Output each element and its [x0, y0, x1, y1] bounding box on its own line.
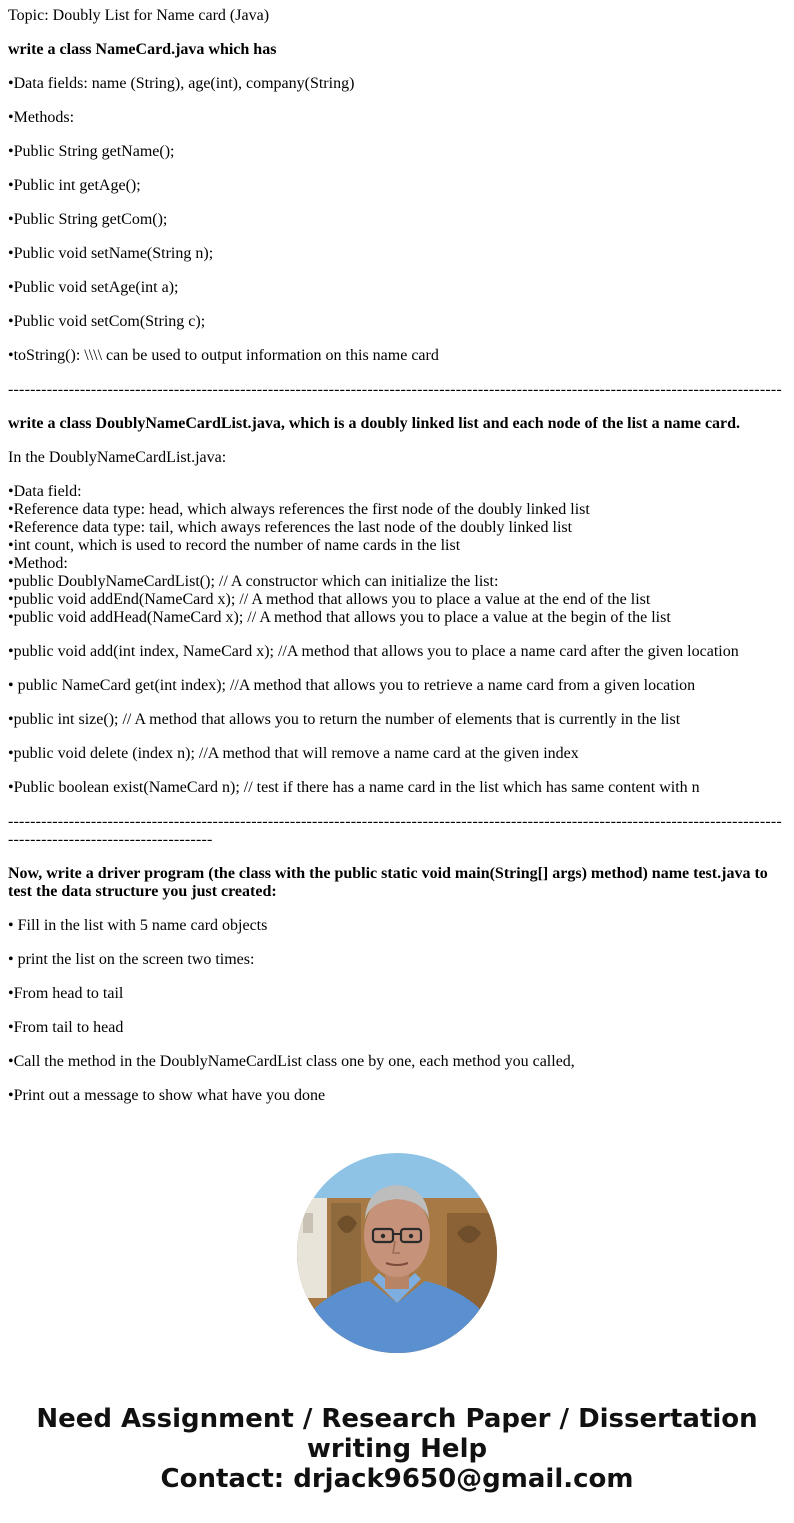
contact-banner	[0, 1404, 794, 1494]
driver-item: •Call the method in the DoublyNameCardList class one by one, each method you called,	[8, 1053, 575, 1070]
doubly-heading: write a class DoublyNameCardList.java, which is a doubly linked list and each node of the list a name card.	[8, 415, 741, 432]
namecard-item: •Public String getName();	[8, 143, 175, 160]
doubly-block-line: •int count, which is used to record the number of name cards in the list	[8, 537, 461, 554]
person-portrait-icon	[297, 1153, 497, 1353]
driver-item: •From tail to head	[8, 1019, 124, 1036]
separator-line: --------------------------------------------------------------------------------------------------------------------------------------------	[8, 381, 782, 398]
doubly-field-block	[8, 483, 786, 627]
driver-item: • Fill in the list with 5 name card objects	[8, 917, 268, 934]
doubly-block-line: •Reference data type: tail, which aways references the last node of the doubly linked list	[8, 519, 573, 536]
doubly-block-line: •public void addEnd(NameCard x); // A method that allows you to place a value at the end of the list	[8, 591, 651, 608]
namecard-item: •Public String getCom();	[8, 211, 168, 228]
namecard-item: •toString(): \\\\ can be used to output information on this name card	[8, 347, 439, 364]
namecard-heading: write a class NameCard.java which has	[8, 41, 277, 58]
namecard-item: •Public void setAge(int a);	[8, 279, 179, 296]
banner-headline: Need Assignment / Research Paper / Dissertation writing Help	[36, 1404, 758, 1464]
namecard-item: •Methods:	[8, 109, 75, 126]
document-body	[8, 7, 786, 1121]
driver-item: • print the list on the screen two times:	[8, 951, 255, 968]
topic-line: Topic: Doubly List for Name card (Java)	[8, 7, 270, 24]
doubly-method-item: •public int size(); // A method that allows you to return the number of elements that is currently in the list	[8, 711, 681, 728]
doubly-method-item: •public void delete (index n); //A method that will remove a name card at the given index	[8, 745, 579, 762]
separator-line-long: ---------------------------------------------------------------------------------------------------------------------------------------------------------------------------------	[8, 813, 782, 848]
namecard-item: •Public void setCom(String c);	[8, 313, 206, 330]
namecard-item: •Public int getAge();	[8, 177, 141, 194]
driver-item: •Print out a message to show what have you done	[8, 1087, 326, 1104]
namecard-item: •Public void setName(String n);	[8, 245, 214, 262]
doubly-block-line: •Data field:	[8, 483, 82, 500]
doubly-block-line: •public DoublyNameCardList(); // A constructor which can initialize the list:	[8, 573, 499, 590]
doubly-method-item: • public NameCard get(int index); //A method that allows you to retrieve a name card from a given location	[8, 677, 696, 694]
banner-contact: Contact: drjack9650@gmail.com	[160, 1464, 634, 1494]
doubly-block-line: •Reference data type: head, which always references the first node of the doubly linked list	[8, 501, 590, 518]
doubly-block-line: •Method:	[8, 555, 68, 572]
driver-item: •From head to tail	[8, 985, 124, 1002]
doubly-intro: In the DoublyNameCardList.java:	[8, 449, 227, 466]
doubly-method-item: •public void add(int index, NameCard x); //A method that allows you to place a name card after the given location	[8, 643, 739, 660]
author-avatar	[297, 1153, 497, 1353]
namecard-item: •Data fields: name (String), age(int), company(String)	[8, 75, 355, 92]
doubly-block-line: •public void addHead(NameCard x); // A method that allows you to place a value at the begin of the list	[8, 609, 671, 626]
driver-heading: Now, write a driver program (the class with the public static void main(String[] args) method) name test.java to test the data structure you just created:	[8, 865, 768, 900]
doubly-method-item: •Public boolean exist(NameCard n); // test if there has a name card in the list which has same content with n	[8, 779, 700, 796]
